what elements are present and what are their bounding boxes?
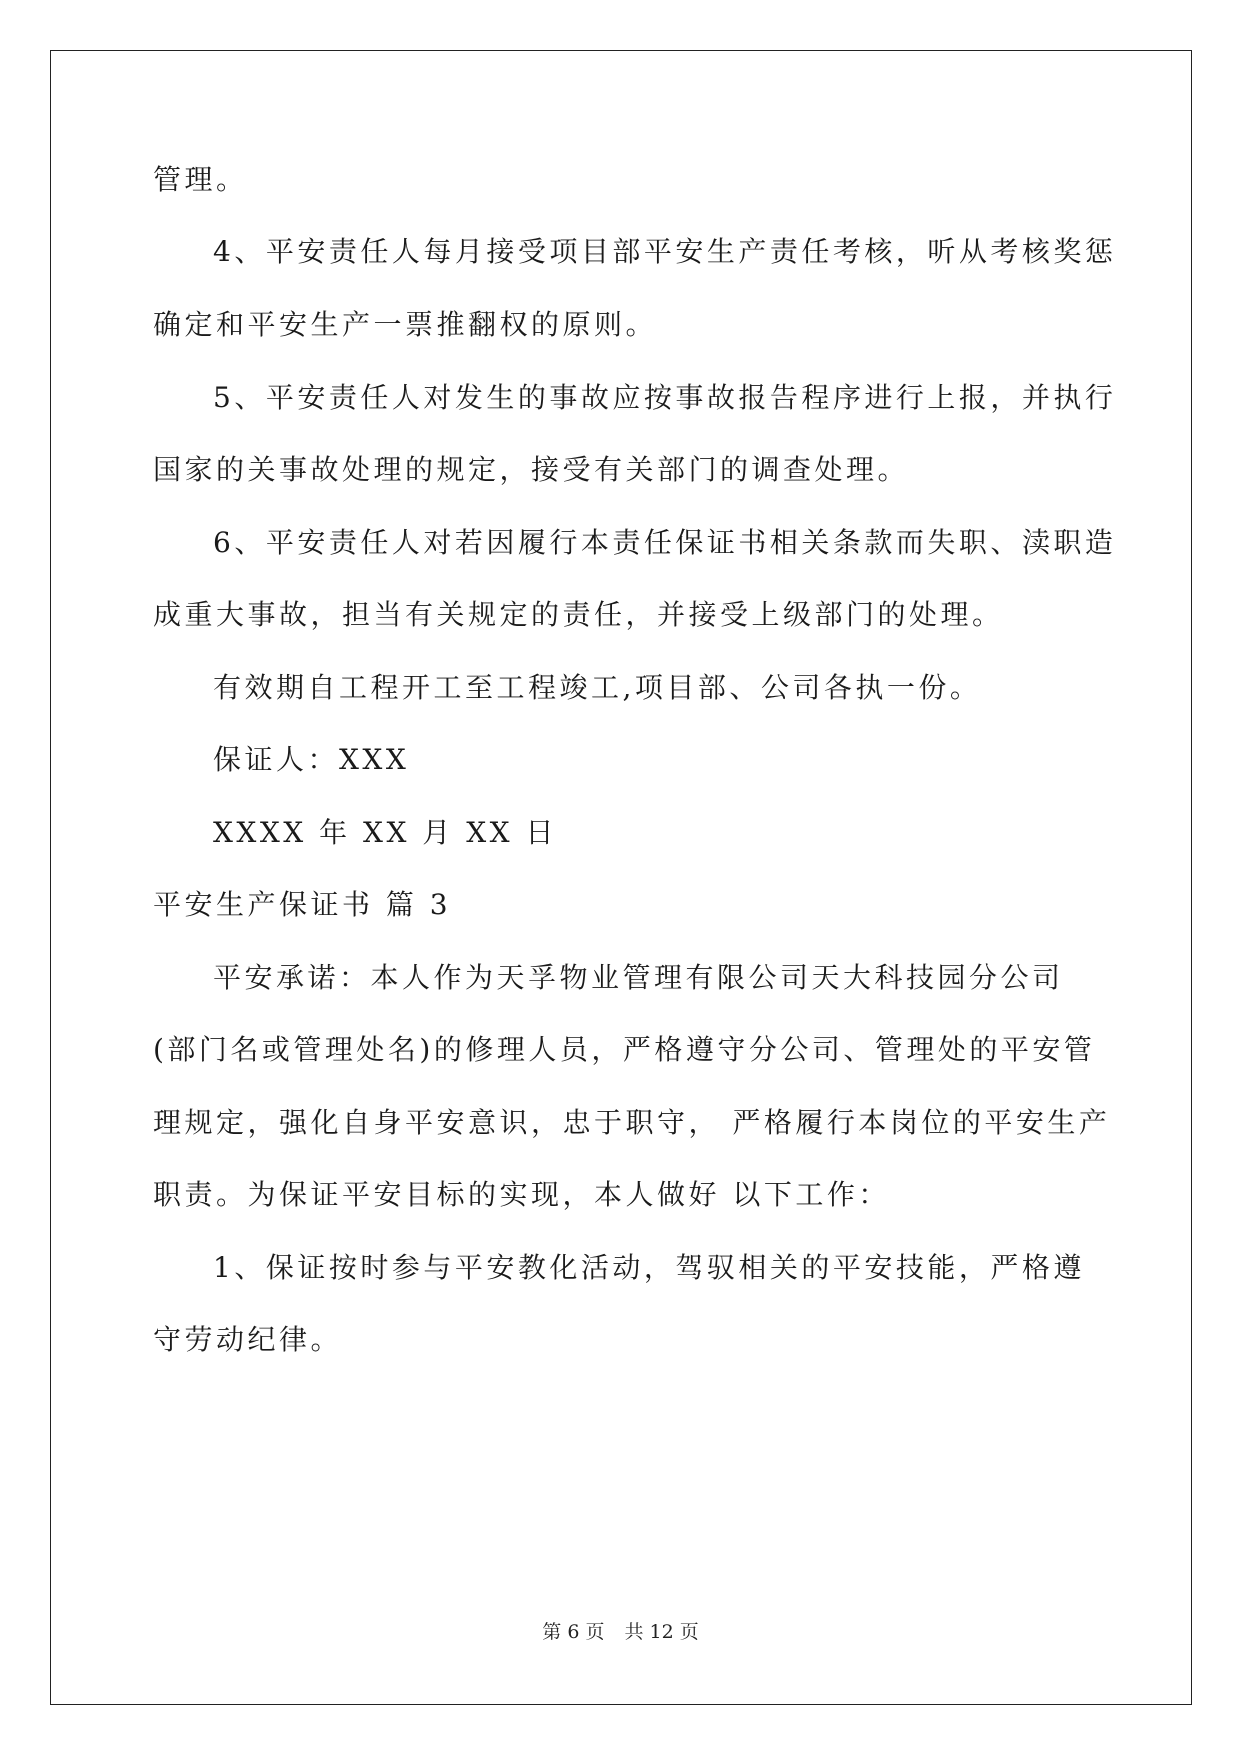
paragraph-line: 5、平安责任人对发生的事故应按事故报告程序进行上报，并执行: [213, 381, 1117, 414]
paragraph-line: (部门名或管理处名)的修理人员，严格遵守分公司、管理处的平安管: [153, 1033, 1096, 1066]
paragraph-line: 成重大事故，担当有关规定的责任，并接受上级部门的处理。: [153, 598, 1004, 631]
guarantor-line: 保证人：XXX: [213, 743, 410, 776]
date-line: XXXX 年 XX 月 XX 日: [213, 816, 557, 849]
section-heading: 平安生产保证书 篇 3: [153, 888, 452, 921]
paragraph-line: 守劳动纪律。: [153, 1323, 343, 1356]
paragraph-line: 职责。为保证平安目标的实现，本人做好 以下工作：: [153, 1178, 890, 1211]
page-total: 共 12 页: [624, 1621, 699, 1643]
paragraph-line: 1、保证按时参与平安教化活动，驾驭相关的平安技能，严格遵: [213, 1251, 1085, 1284]
page-number: 第 6 页: [542, 1621, 605, 1643]
paragraph-line: 确定和平安生产一票推翻权的原则。: [153, 308, 658, 341]
paragraph-line: 平安承诺：本人作为天孚物业管理有限公司天大科技园分公司: [213, 961, 1064, 994]
page-border: [50, 50, 1192, 1705]
paragraph-line: 管理。: [153, 163, 248, 196]
paragraph-line: 国家的关事故处理的规定，接受有关部门的调查处理。: [153, 453, 910, 486]
paragraph-line: 理规定，强化自身平安意识，忠于职守， 严格履行本岗位的平安生产: [153, 1106, 1111, 1139]
validity-line: 有效期自工程开工至工程竣工,项目部、公司各执一份。: [213, 671, 982, 704]
paragraph-line: 4、平安责任人每月接受项目部平安生产责任考核，听从考核奖惩: [213, 235, 1117, 268]
paragraph-line: 6、平安责任人对若因履行本责任保证书相关条款而失职、渎职造: [213, 526, 1117, 559]
page-footer: [0, 1617, 1241, 1644]
